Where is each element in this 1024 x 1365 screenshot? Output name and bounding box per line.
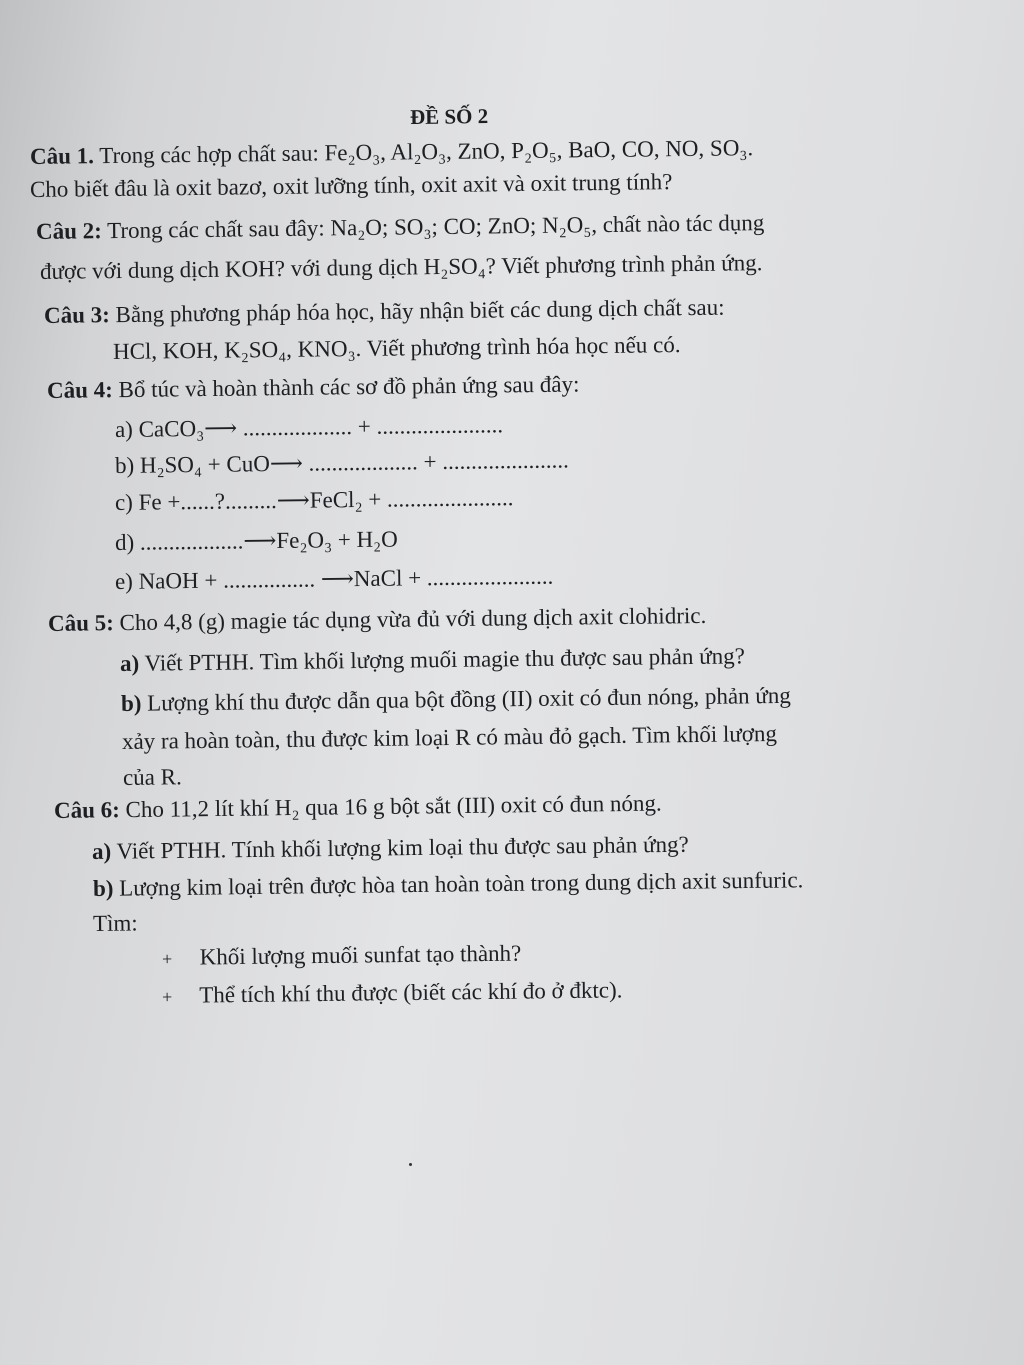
q5-line1 [48,602,707,638]
q1-text1: Trong các hợp chất sau: Fe₂O₃, Al₂O₃, ZnO, P₂O₅, BaO, CO, NO, SO₃. [99,135,754,169]
bullet-plus: + [161,948,173,969]
paper-speck [409,1163,412,1166]
q4-intro: Bổ túc và hoàn thành các sơ đồ phản ứng sau đây: [118,371,580,403]
q6-b-label: b) [92,875,114,901]
q5-b-line3: của R. [122,764,182,790]
bullet-plus: + [161,986,173,1007]
q5-b-line1 [121,682,791,718]
q6-item2-line [162,976,623,1011]
q6-item2: Thể tích khí thu được (biết các khí đo ở đktc). [199,977,623,1008]
q4-label: Câu 4: [46,377,113,403]
q5-a-label: a) [119,650,140,676]
q5-a-line [120,642,745,678]
q6-line1 [54,790,662,825]
q5-b-label: b) [120,690,142,716]
q5-a-text: Viết PTHH. Tìm khối lượng muối magie thu được sau phản ứng? [144,643,745,676]
q5-label: Câu 5: [47,610,114,636]
q6-a-label: a) [91,838,112,864]
q5-text1: Cho 4,8 (g) magie tác dụng vừa đủ với dung dịch axit clohidric. [119,602,707,636]
q6-b-text: Lượng kim loại trên được hòa tan hoàn toàn trong dung dịch axit sunfuric. [119,867,804,901]
q1-line1 [30,134,753,171]
q6-a-text: Viết PTHH. Tính khối lượng kim loại thu được sau phản ứng? [116,831,689,864]
q1-label: Câu 1. [29,143,95,169]
q4-item-c: c) Fe +......?.........⟶FeCl₂ + ...................... [114,485,514,515]
q3-label: Câu 3: [43,302,110,328]
q6-item1-line [162,940,522,973]
q3-line1 [44,294,725,330]
q6-item1: Khối lượng muối sunfat tạo thành? [199,940,522,970]
q2-text1: Trong các chất sau đây: Na₂O; SO₃; CO; ZnO; N₂O₅, chất nào tác dụng [106,210,765,244]
q6-label: Câu 6: [53,797,120,823]
q6-b-line [93,866,804,903]
q4-item-b: b) H₂SO₄ + CuO⟶ ................... + ...................... [114,447,569,478]
q3-text1: Bằng phương pháp hóa học, hãy nhận biết các dung dịch chất sau: [115,294,725,328]
q4-intro-line [47,370,580,405]
q2-label: Câu 2: [35,218,102,244]
q2-line2: được với dung dịch KOH? với dung dịch H₂SO₄? Viết phương trình phản ứng. [39,250,763,284]
q6-a-line [92,831,689,866]
q5-b-text1: Lượng khí thu được dẫn qua bột đồng (II) oxit có đun nóng, phản ứng [147,682,791,716]
q1-line2: Cho biết đâu là oxit bazơ, oxit lưỡng tính, oxit axit và oxit trung tính? [29,169,673,202]
q4-item-e: e) NaOH + ................ ⟶NaCl + ...................... [114,563,554,594]
q2-line1 [36,209,765,246]
q3-line2: HCl, KOH, K₂SO₄, KNO₃. Viết phương trình hóa học nếu có. [112,332,681,364]
q4-item-a: a) CaCO₃⟶ ................... + ...................... [114,412,504,442]
q6-find: Tìm: [92,910,138,936]
exam-title: ĐỀ SỐ 2 [409,104,489,129]
q4-item-d: d) ..................⟶Fe₂O₃ + H₂O [114,526,398,555]
q5-b-line2: xảy ra hoàn toàn, thu được kim loại R có màu đỏ gạch. Tìm khối lượng [121,720,778,754]
q6-text1: Cho 11,2 lít khí H₂ qua 16 g bột sắt (III) oxit có đun nóng. [125,790,662,823]
